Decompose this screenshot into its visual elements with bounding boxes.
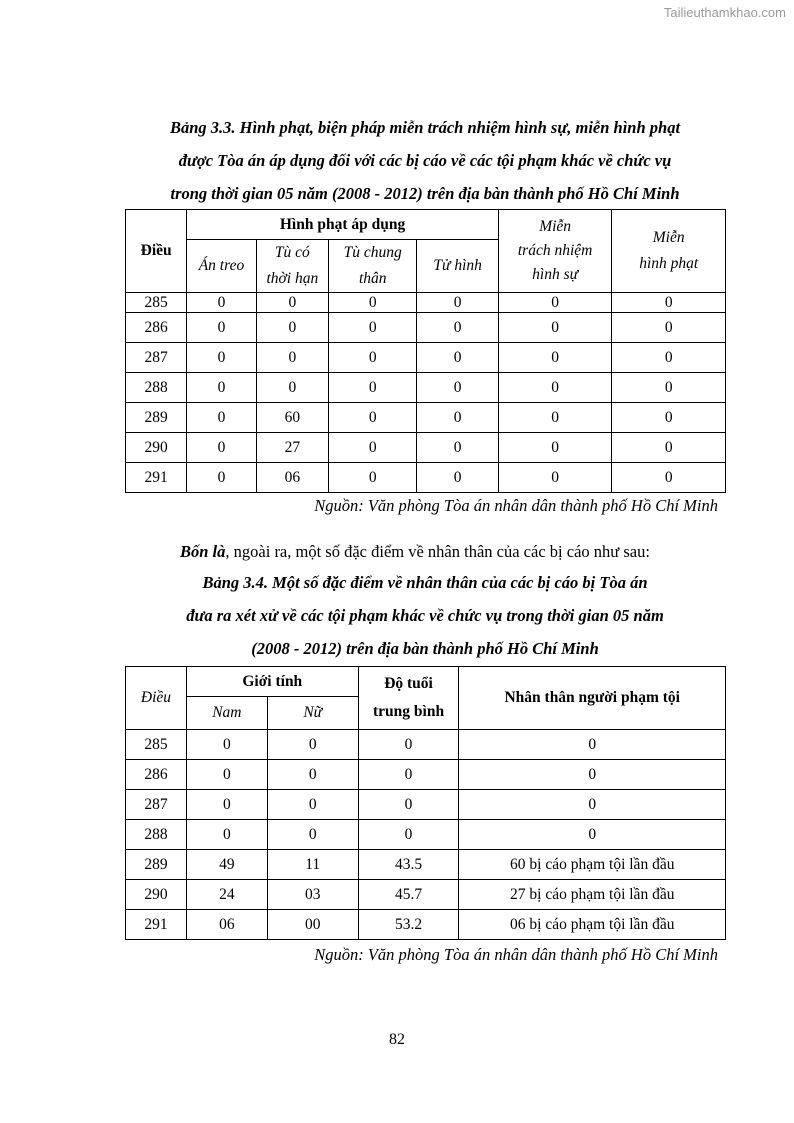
table-cell: 0 [612, 313, 726, 343]
table-cell: 49 [186, 850, 267, 880]
header-mien-hinh-phat [612, 210, 726, 293]
table-cell: 0 [329, 293, 417, 313]
header-text: Tù chung [343, 244, 402, 261]
table-cell: 0 [417, 343, 498, 373]
table-row [126, 403, 726, 433]
header-text: Tù có [274, 244, 310, 261]
table-cell: 0 [256, 343, 328, 373]
header-tu-hinh: Tử hình [417, 240, 498, 293]
table-cell: 0 [267, 730, 358, 760]
table-cell: 0 [267, 820, 358, 850]
table-cell: 286 [126, 313, 187, 343]
table-cell: 0 [329, 463, 417, 493]
table-cell: 0 [329, 343, 417, 373]
table-cell: 0 [612, 293, 726, 313]
table-cell: 03 [267, 880, 358, 910]
table1-source: Nguồn: Văn phòng Tòa án nhân dân thành phố Hồ Chí Minh [314, 496, 718, 515]
table-cell: 0 [498, 343, 612, 373]
header-text: hình phạt [639, 255, 699, 272]
table-cell: 0 [329, 313, 417, 343]
table-row [126, 760, 726, 790]
header-tu-co-thoi-han [256, 240, 328, 293]
table-cell: 06 [186, 910, 267, 940]
table-row [126, 343, 726, 373]
header-text: hình sự [532, 266, 579, 283]
header-nu: Nữ [267, 697, 358, 730]
table-cell: 27 bị cáo phạm tội lần đầu [459, 880, 726, 910]
table-cell: 0 [187, 373, 256, 403]
table-cell: 288 [126, 373, 187, 403]
table-cell: 60 bị cáo phạm tội lần đầu [459, 850, 726, 880]
table-cell: 0 [358, 730, 459, 760]
header-text: Miễn [539, 218, 572, 235]
header-nam: Nam [186, 697, 267, 730]
table-row [126, 820, 726, 850]
table-cell: 0 [358, 760, 459, 790]
table-3-4 [125, 666, 726, 940]
table-row [126, 730, 726, 760]
table-cell: 0 [267, 760, 358, 790]
table-cell: 0 [612, 373, 726, 403]
table-cell: 286 [126, 760, 187, 790]
table-cell: 0 [186, 820, 267, 850]
table-cell: 0 [417, 293, 498, 313]
header-text: thời hạn [266, 270, 319, 287]
header-dieu: Điều [126, 210, 187, 293]
table-cell: 0 [498, 373, 612, 403]
table2-caption-line: Bảng 3.4. Một số đặc điểm về nhân thân của các bị cáo bị Tòa án [202, 573, 648, 592]
table-cell: 0 [498, 313, 612, 343]
table-cell: 0 [186, 790, 267, 820]
table-cell: 0 [187, 433, 256, 463]
table-cell: 0 [498, 403, 612, 433]
table1-body [126, 293, 726, 493]
table-cell: 0 [186, 730, 267, 760]
table-cell: 285 [126, 293, 187, 313]
table-cell: 290 [126, 880, 187, 910]
table-cell: 0 [459, 730, 726, 760]
table-row [126, 293, 726, 313]
header-nhan-than: Nhân thân người phạm tội [459, 667, 726, 730]
table-cell: 290 [126, 433, 187, 463]
paragraph [180, 542, 650, 562]
header-text: Miễn [652, 229, 685, 246]
table-cell: 0 [329, 373, 417, 403]
table-cell: 0 [187, 293, 256, 313]
table-cell: 0 [417, 373, 498, 403]
table-cell: 287 [126, 343, 187, 373]
table2-caption-line: (2008 - 2012) trên địa bàn thành phố Hồ Chí Minh [251, 639, 599, 658]
table-cell: 0 [256, 313, 328, 343]
table2-caption [100, 566, 750, 665]
header-text: thân [358, 270, 387, 287]
table-cell: 0 [417, 313, 498, 343]
table-cell: 0 [417, 463, 498, 493]
table-cell: 0 [417, 403, 498, 433]
header-mien-tnhs [498, 210, 612, 293]
table-cell: 289 [126, 850, 187, 880]
header-gioi-tinh: Giới tính [186, 667, 358, 697]
table-cell: 288 [126, 820, 187, 850]
table-cell: 0 [358, 790, 459, 820]
table-cell: 291 [126, 910, 187, 940]
table1-caption-line: Bảng 3.3. Hình phạt, biện pháp miễn trách nhiệm hình sự, miễn hình phạt [169, 118, 681, 137]
table-cell: 289 [126, 403, 187, 433]
table-cell: 0 [187, 403, 256, 433]
paragraph-bold: Bốn là [180, 542, 226, 561]
page-number: 82 [389, 1031, 405, 1048]
header-hinh-phat-ap-dung: Hình phạt áp dụng [187, 210, 499, 240]
table-cell: 0 [187, 313, 256, 343]
table-cell: 0 [612, 463, 726, 493]
table-cell: 0 [459, 820, 726, 850]
table-cell: 0 [358, 820, 459, 850]
table1-caption [100, 111, 750, 210]
watermark: Tailieuthamkhao.com [663, 5, 786, 20]
table-cell: 287 [126, 790, 187, 820]
table-cell: 0 [498, 433, 612, 463]
table-cell: 0 [256, 373, 328, 403]
table-cell: 0 [187, 463, 256, 493]
table-cell: 0 [267, 790, 358, 820]
table-cell: 06 [256, 463, 328, 493]
table-cell: 0 [498, 463, 612, 493]
table-cell: 0 [498, 293, 612, 313]
table-cell: 0 [329, 433, 417, 463]
table-cell: 00 [267, 910, 358, 940]
table-cell: 0 [329, 403, 417, 433]
table-cell: 0 [459, 790, 726, 820]
table-cell: 0 [459, 760, 726, 790]
table-3-3 [125, 209, 726, 493]
table-cell: 11 [267, 850, 358, 880]
table-row [126, 850, 726, 880]
table2-caption-line: đưa ra xét xử về các tội phạm khác về chức vụ trong thời gian 05 năm [186, 606, 664, 625]
table-cell: 60 [256, 403, 328, 433]
table-cell: 45.7 [358, 880, 459, 910]
table-cell: 53.2 [358, 910, 459, 940]
table2-source: Nguồn: Văn phòng Tòa án nhân dân thành phố Hồ Chí Minh [314, 945, 718, 964]
table1-caption-line: trong thời gian 05 năm (2008 - 2012) trên địa bàn thành phố Hồ Chí Minh [170, 184, 680, 203]
table-cell: 0 [612, 403, 726, 433]
table-cell: 27 [256, 433, 328, 463]
header-text: trung bình [373, 703, 445, 720]
table-row [126, 373, 726, 403]
table-cell: 24 [186, 880, 267, 910]
table-cell: 0 [187, 343, 256, 373]
header-text: trách nhiệm [517, 242, 593, 259]
table-row [126, 790, 726, 820]
header-an-treo: Án treo [187, 240, 256, 293]
header-tu-chung-than [329, 240, 417, 293]
table-cell: 291 [126, 463, 187, 493]
table-cell: 285 [126, 730, 187, 760]
table-row [126, 313, 726, 343]
table-row [126, 433, 726, 463]
table-cell: 43.5 [358, 850, 459, 880]
table-cell: 0 [256, 293, 328, 313]
paragraph-text: , ngoài ra, một số đặc điểm về nhân thân của các bị cáo như sau: [225, 542, 650, 561]
table-cell: 0 [417, 433, 498, 463]
table1-caption-line: được Tòa án áp dụng đối với các bị cáo về các tội phạm khác về chức vụ [178, 151, 672, 170]
header-do-tuoi [358, 667, 459, 730]
table2-body [126, 730, 726, 940]
header-text: Độ tuổi [384, 675, 433, 692]
header-dieu: Điều [126, 667, 187, 730]
table-cell: 0 [612, 343, 726, 373]
table-row [126, 880, 726, 910]
table-cell: 06 bị cáo phạm tội lần đầu [459, 910, 726, 940]
table-cell: 0 [186, 760, 267, 790]
table-cell: 0 [612, 433, 726, 463]
table-row [126, 463, 726, 493]
table-row [126, 910, 726, 940]
